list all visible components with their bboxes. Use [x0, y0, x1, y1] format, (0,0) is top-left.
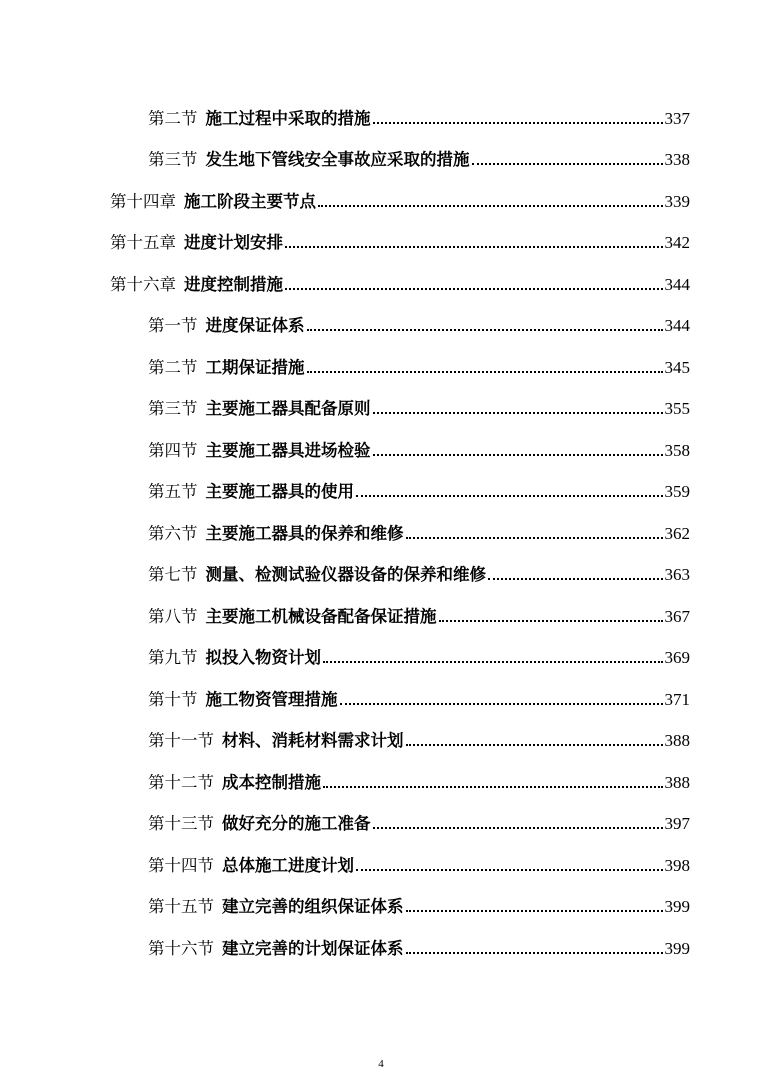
toc-entry-page: 388	[664, 772, 690, 792]
dot-leader	[340, 703, 663, 705]
toc-entry-page: 398	[664, 855, 690, 875]
toc-entry-title: 材料、消耗材料需求计划	[222, 731, 404, 751]
toc-entry-number: 第十六章	[110, 274, 176, 294]
toc-entry-title: 做好充分的施工准备	[222, 814, 371, 834]
toc-entry[interactable]	[0, 885, 762, 927]
toc-entry-title: 主要施工器具的使用	[205, 482, 354, 502]
toc-entry[interactable]	[0, 511, 762, 553]
toc-entry-title: 主要施工器具配备原则	[205, 399, 371, 419]
toc-entry-page: 338	[664, 150, 690, 170]
toc-entry[interactable]	[0, 96, 762, 138]
toc-entry-page: 362	[664, 523, 690, 543]
toc-entry-title: 拟投入物资计划	[205, 648, 321, 668]
toc-entry-number: 第十五节	[148, 897, 214, 917]
page-number: 4	[378, 1058, 384, 1070]
toc-entry-title: 进度控制措施	[184, 274, 283, 294]
toc-entry-number: 第十一节	[148, 731, 214, 751]
toc-entry-page: 399	[664, 897, 690, 917]
toc-entry[interactable]	[0, 760, 762, 802]
dot-leader	[285, 288, 663, 290]
dot-leader	[373, 412, 663, 414]
dot-leader	[323, 661, 663, 663]
toc-entry-number: 第十五章	[110, 233, 176, 253]
toc-entry-page: 363	[664, 565, 690, 585]
dot-leader	[356, 495, 663, 497]
toc-entry-number: 第三节	[148, 399, 198, 419]
toc-entry-title: 测量、检测试验仪器设备的保养和维修	[205, 565, 486, 585]
dot-leader	[373, 827, 663, 829]
toc-entry-title: 施工物资管理措施	[205, 689, 338, 709]
dot-leader	[439, 620, 663, 622]
toc-entry[interactable]	[0, 926, 762, 968]
toc-entry-number: 第六节	[148, 523, 198, 543]
toc-entry-number: 第十六节	[148, 938, 214, 958]
dot-leader	[406, 744, 663, 746]
toc-entry-number: 第十二节	[148, 772, 214, 792]
toc-entry-number: 第一节	[148, 316, 198, 336]
toc-entry[interactable]	[0, 221, 762, 263]
toc-entry-number: 第九节	[148, 648, 198, 668]
dot-leader	[488, 578, 663, 580]
toc-entry[interactable]	[0, 304, 762, 346]
toc-entry-number: 第四节	[148, 440, 198, 460]
toc-entry-page: 371	[664, 689, 690, 709]
toc-entry-page: 342	[664, 233, 690, 253]
toc-entry-title: 建立完善的计划保证体系	[222, 938, 404, 958]
dot-leader	[472, 163, 663, 165]
toc-entry-title: 主要施工机械设备配备保证措施	[205, 606, 437, 626]
toc-entry-number: 第十节	[148, 689, 198, 709]
toc-entry[interactable]	[0, 719, 762, 761]
toc-entry-page: 345	[664, 357, 690, 377]
toc-entry-title: 工期保证措施	[205, 357, 305, 377]
toc-entry-title: 进度保证体系	[205, 316, 305, 336]
toc-entry[interactable]	[0, 843, 762, 885]
toc-entry-title: 施工阶段主要节点	[184, 191, 316, 211]
toc-entry[interactable]	[0, 677, 762, 719]
toc-entry[interactable]	[0, 428, 762, 470]
toc-entry-page: 367	[664, 606, 690, 626]
toc-entry[interactable]	[0, 553, 762, 595]
toc-entry-title: 施工过程中采取的措施	[205, 108, 371, 128]
dot-leader	[406, 952, 663, 954]
toc-entry-page: 358	[664, 440, 690, 460]
dot-leader	[318, 205, 663, 207]
dot-leader	[406, 910, 663, 912]
toc-entry-number: 第十四节	[148, 855, 214, 875]
dot-leader	[285, 246, 663, 248]
toc-entry-title: 主要施工器具进场检验	[205, 440, 371, 460]
dot-leader	[356, 869, 663, 871]
table-of-contents	[0, 96, 762, 968]
toc-entry[interactable]	[0, 636, 762, 678]
toc-entry[interactable]	[0, 345, 762, 387]
toc-entry-number: 第七节	[148, 565, 198, 585]
toc-entry-title: 进度计划安排	[184, 233, 283, 253]
toc-entry[interactable]	[0, 387, 762, 429]
toc-entry[interactable]	[0, 594, 762, 636]
toc-entry-page: 399	[664, 938, 690, 958]
toc-entry-page: 359	[664, 482, 690, 502]
toc-entry-number: 第三节	[148, 150, 198, 170]
toc-entry-page: 344	[664, 316, 690, 336]
toc-entry[interactable]	[0, 262, 762, 304]
toc-entry-title: 发生地下管线安全事故应采取的措施	[205, 150, 470, 170]
toc-entry[interactable]	[0, 138, 762, 180]
toc-entry-page: 344	[664, 274, 690, 294]
toc-entry[interactable]	[0, 802, 762, 844]
toc-entry-number: 第二节	[148, 108, 198, 128]
toc-entry-page: 339	[664, 191, 690, 211]
dot-leader	[323, 786, 663, 788]
toc-entry-page: 337	[664, 108, 690, 128]
toc-entry-number: 第八节	[148, 606, 198, 626]
dot-leader	[307, 329, 663, 331]
dot-leader	[373, 454, 663, 456]
toc-entry-page: 369	[664, 648, 690, 668]
toc-entry[interactable]	[0, 179, 762, 221]
toc-entry-page: 388	[664, 731, 690, 751]
toc-entry-number: 第五节	[148, 482, 198, 502]
toc-entry-page: 397	[664, 814, 690, 834]
dot-leader	[307, 371, 663, 373]
toc-entry-title: 建立完善的组织保证体系	[222, 897, 404, 917]
toc-entry-number: 第十四章	[110, 191, 176, 211]
toc-entry-number: 第十三节	[148, 814, 214, 834]
toc-entry-number: 第二节	[148, 357, 198, 377]
dot-leader	[406, 537, 663, 539]
toc-entry[interactable]	[0, 470, 762, 512]
dot-leader	[373, 122, 663, 124]
toc-entry-title: 总体施工进度计划	[222, 855, 354, 875]
toc-entry-page: 355	[664, 399, 690, 419]
toc-entry-title: 成本控制措施	[222, 772, 321, 792]
toc-entry-title: 主要施工器具的保养和维修	[205, 523, 404, 543]
